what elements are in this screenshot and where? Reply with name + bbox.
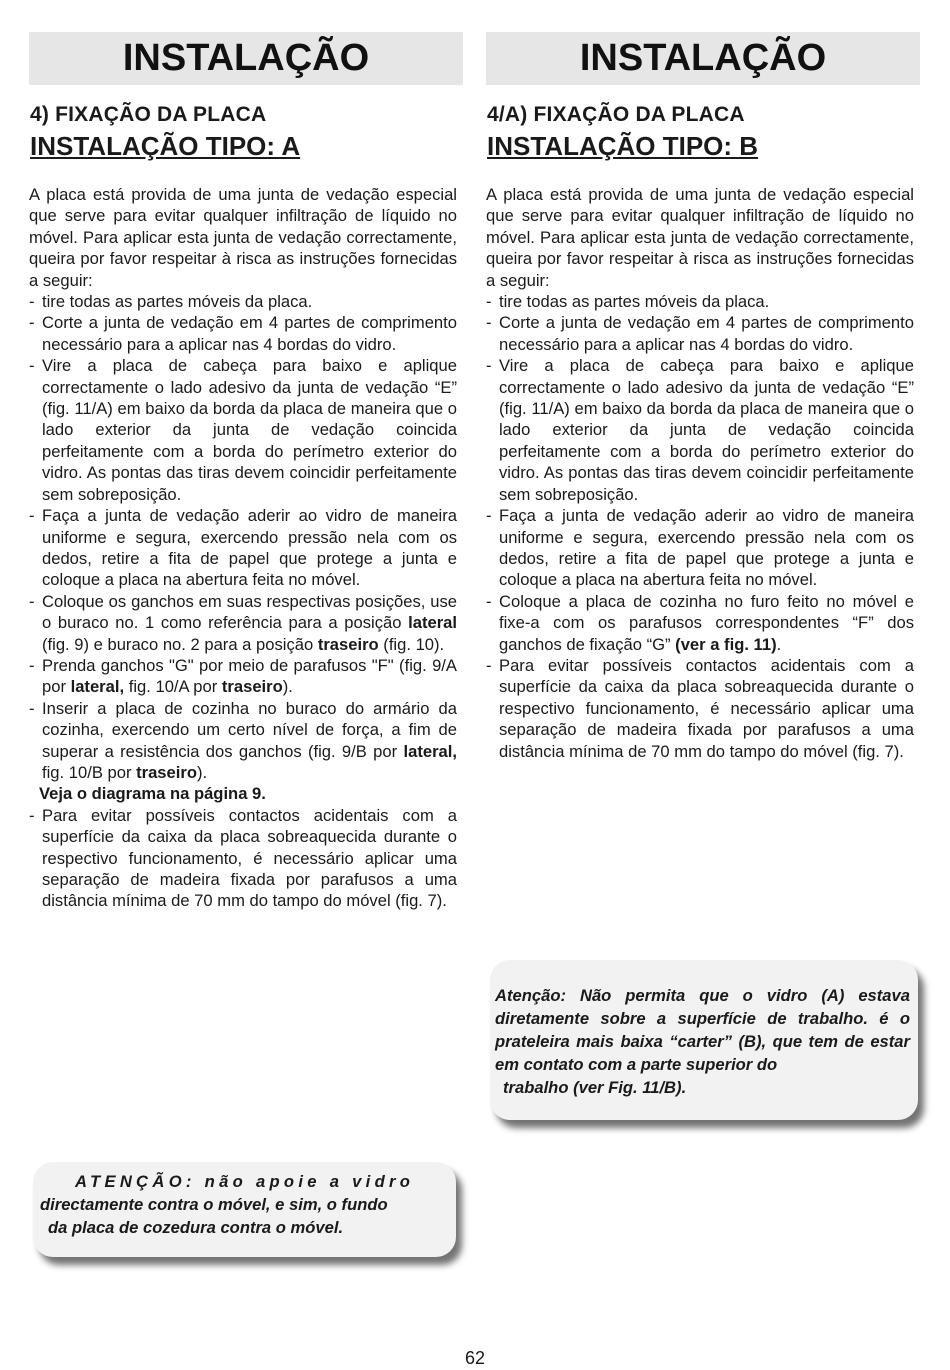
list-item: - Para evitar possíveis contactos acidentais com a superfície da caixa da placa sobreaquecida durante o respectivo funcionamento, é necessário aplicar uma separação de madeira fixada por parafusos a uma distância mínima de 70 mm do tampo do móvel (fig. 7). (486, 655, 920, 762)
page-number: 62 (464, 1348, 486, 1368)
bold-run: traseiro (317, 634, 379, 654)
list-item: - Vire a placa de cabeça para baixo e aplique correctamente o lado adesivo da junta de vedação “E” (fig. 11/A) em baixo da borda da placa de maneira que o lado exterior da junta de vedação coincida perfeitamente com a borda do perímetro exterior do vidro. As pontas das tiras devem coincidir perfeitamente sem sobreposição. (29, 355, 463, 505)
warning-callout-left (33, 1162, 456, 1257)
text-run: (fig. 10). (378, 634, 445, 654)
left-intro: A placa está provida de uma junta de vedação especial que serve para evitar qualquer infiltração de líquido no móvel. Para aplicar esta junta de vedação correctamente, queira por favor respeitar à risca as instruções fornecidas a seguir: (29, 185, 457, 290)
bold-run: traseiro (221, 677, 283, 697)
list-item: - Vire a placa de cabeça para baixo e aplique correctamente o lado adesivo da junta de vedação “E” (fig. 11/A) em baixo da borda da placa de maneira que o lado exterior da junta de vedação coincida perfeitamente com a borda do perímetro exterior do vidro. As pontas das tiras devem coincidir perfeitamente sem sobreposição. (486, 355, 920, 505)
list-item: - Corte a junta de vedação em 4 partes de comprimento necessário para a aplicar nas 4 bordas do vidro. (486, 312, 920, 355)
list-item: - tire todas as partes móveis da placa. (29, 291, 463, 312)
list-item: - Faça a junta de vedação aderir ao vidro de maneira uniforme e segura, exercendo pressão nela com os dedos, retire a fita de papel que protege a junta e coloque a placa na abertura feita no móvel. (486, 505, 920, 591)
text-run: fig. 10/A por (124, 677, 222, 697)
text-run: (fig. 9) e buraco no. 2 para a posição (42, 634, 318, 654)
text-run: Prenda ganchos "G" por meio de parafusos "F" (fig. 9/A por (42, 655, 457, 697)
left-subtitle: INSTALAÇÃO TIPO: A (30, 131, 301, 161)
warning-callout-right (490, 960, 918, 1120)
text-run: ). (196, 762, 208, 782)
list-item: - Corte a junta de vedação em 4 partes de comprimento necessário para a aplicar nas 4 bordas do vidro. (29, 312, 463, 355)
bold-run: lateral, (403, 741, 457, 761)
right-intro: A placa está provida de uma junta de vedação especial que serve para evitar qualquer infiltração de líquido no móvel. Para aplicar esta junta de vedação correctamente, queira por favor respeitar à risca as instruções fornecidas a seguir: (486, 185, 914, 290)
text-run: Inserir a placa de cozinha no buraco do armário da cozinha, exercendo um certo nível de força, a fim de superar a resistência dos ganchos (fig. 9/B por (42, 698, 457, 761)
left-section-heading: 4) FIXAÇÃO DA PLACA (30, 103, 267, 126)
list-item: - tire todas as partes móveis da placa. (486, 291, 920, 312)
diagram-note: Veja o diagrama na página 9. (39, 784, 266, 804)
callout-text: Atenção: Não permita que o vidro (A) estava diretamente sobre a superfície de trabalho. é o prateleira mais baixa “carter” (B), que tem de estar em contato com a parte superior do (495, 986, 910, 1074)
bold-run: lateral, (70, 677, 125, 697)
text-run: Coloque a placa de cozinha no furo feito no móvel e fixe-a com os parafusos correspondentes “F” dos ganchos de fixação “G” (499, 591, 914, 654)
text-run: fig. 10/B por (42, 762, 137, 782)
list-item (29, 698, 463, 784)
list-item (29, 591, 463, 655)
right-section-heading: 4/A) FIXAÇÃO DA PLACA (487, 103, 745, 126)
left-banner-title: INSTALAÇÃO (29, 32, 463, 85)
right-body (486, 184, 920, 762)
right-column (486, 32, 920, 762)
list-item (29, 655, 463, 698)
text-run: Coloque os ganchos em suas respectivas posições, use o buraco no. 1 como referência para a posição (42, 591, 457, 633)
bold-run: (ver a fig. 11) (675, 634, 777, 654)
callout-text: directamente contra o móvel, e sim, o fundo (40, 1195, 388, 1214)
callout-text: da placa de cozedura contra o móvel. (48, 1218, 344, 1237)
text-run: . (776, 634, 782, 654)
left-instruction-list (29, 291, 463, 783)
bold-run: traseiro (136, 762, 197, 782)
text-run: ). (282, 677, 293, 697)
left-column (29, 32, 463, 912)
bold-run: lateral (408, 613, 457, 633)
left-instruction-list-cont (29, 805, 463, 912)
callout-text: ATENÇÃO: não apoie a vidro (75, 1172, 415, 1191)
list-item (486, 591, 920, 655)
right-banner-title: INSTALAÇÃO (486, 32, 920, 85)
callout-text: trabalho (ver Fig. 11/B). (503, 1078, 687, 1097)
right-subtitle: INSTALAÇÃO TIPO: B (487, 131, 759, 161)
right-instruction-list (486, 291, 920, 762)
left-body (29, 184, 463, 912)
list-item: - Faça a junta de vedação aderir ao vidro de maneira uniforme e segura, exercendo pressão nela com os dedos, retire a fita de papel que protege a junta e coloque a placa na abertura feita no móvel. (29, 505, 463, 591)
list-item: - Para evitar possíveis contactos acidentais com a superfície da caixa da placa sobreaquecida durante o respectivo funcionamento, é necessário aplicar uma separação de madeira fixada por parafusos a uma distância mínima de 70 mm do tampo do móvel (fig. 7). (29, 805, 463, 912)
